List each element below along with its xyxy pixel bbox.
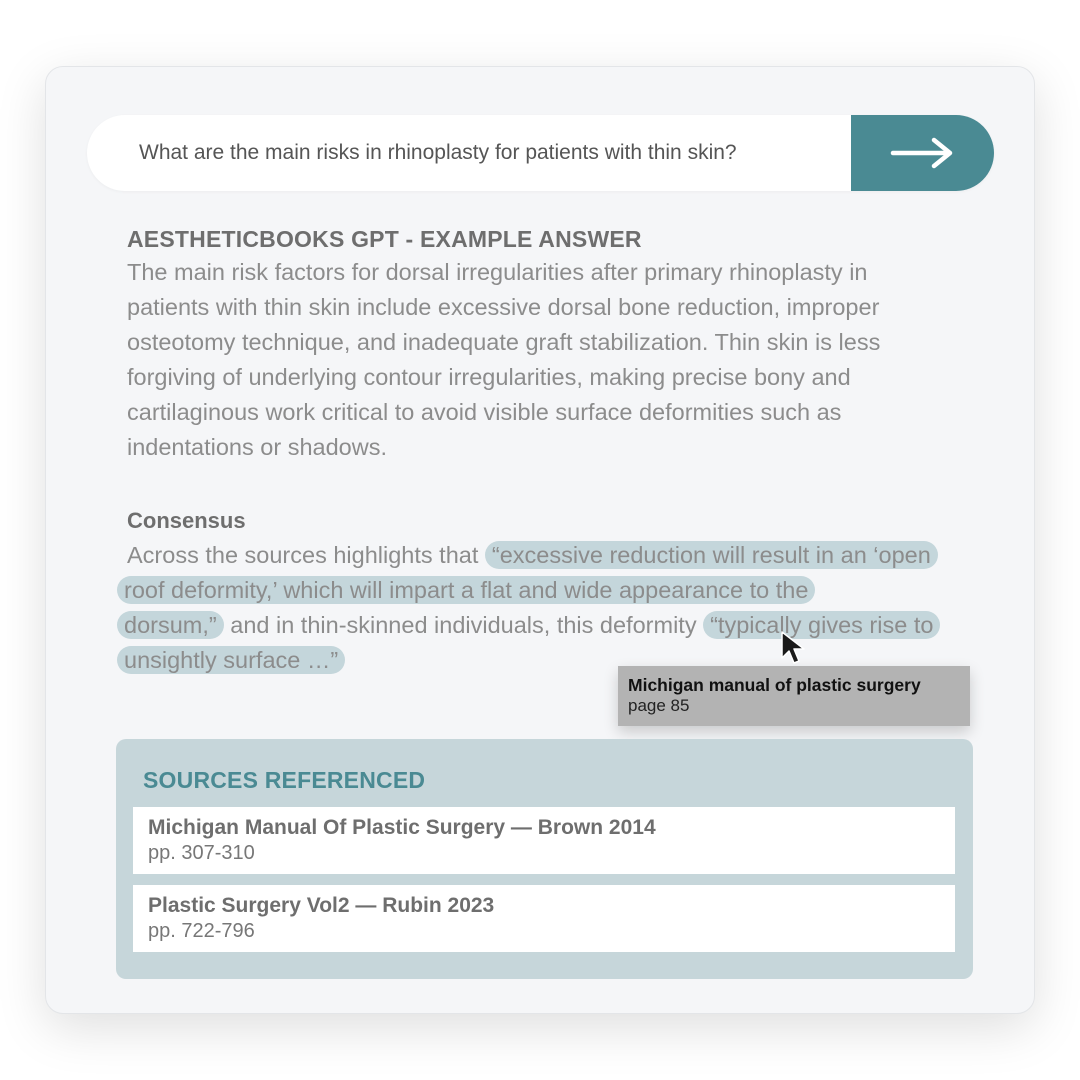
consensus-section bbox=[124, 504, 1007, 678]
chat-card bbox=[45, 66, 1035, 1014]
consensus-intro: Across the sources highlights that bbox=[127, 542, 485, 568]
citation-highlight-1-cont[interactable]: roof deformity,’ which will impart a flat and wide appearance to the bbox=[117, 576, 815, 604]
citation-highlight-2-end[interactable]: unsightly surface …” bbox=[117, 646, 345, 674]
answer-body bbox=[127, 255, 997, 465]
tooltip-title: Michigan manual of plastic surgery bbox=[628, 675, 921, 695]
answer-line: osteotomy technique, and inadequate graft stabilization. Thin skin is less bbox=[127, 329, 881, 355]
source-item[interactable] bbox=[133, 807, 955, 874]
answer-heading: AESTHETICBOOKS GPT - EXAMPLE ANSWER bbox=[127, 226, 642, 252]
answer-line: cartilaginous work critical to avoid visible surface deformities such as bbox=[127, 399, 842, 425]
sources-panel bbox=[116, 739, 973, 979]
tooltip-page: page 85 bbox=[628, 696, 690, 715]
source-title: Plastic Surgery Vol2 — Rubin 2023 bbox=[148, 894, 495, 917]
answer-line: patients with thin skin include excessive dorsal bone reduction, improper bbox=[127, 294, 880, 320]
answer-line: The main risk factors for dorsal irregularities after primary rhinoplasty in bbox=[127, 259, 868, 285]
source-item[interactable] bbox=[133, 885, 955, 952]
answer-section bbox=[127, 223, 997, 465]
answer-line: forgiving of underlying contour irregularities, making precise bony and bbox=[127, 364, 851, 390]
submit-button[interactable] bbox=[851, 115, 994, 191]
citation-tooltip bbox=[618, 666, 970, 726]
search-input[interactable] bbox=[139, 115, 839, 191]
citation-highlight-2[interactable]: “typically gives rise to bbox=[703, 611, 940, 639]
consensus-line bbox=[117, 608, 1007, 643]
source-title: Michigan Manual Of Plastic Surgery — Brown 2014 bbox=[148, 816, 656, 839]
citation-highlight-1-end[interactable]: dorsum,” bbox=[117, 611, 224, 639]
consensus-middle: and in thin-skinned individuals, this deformity bbox=[223, 612, 704, 638]
sources-heading: SOURCES REFERENCED bbox=[143, 767, 426, 793]
source-pages: pp. 307-310 bbox=[148, 842, 255, 864]
answer-line: indentations or shadows. bbox=[127, 434, 387, 460]
consensus-line bbox=[127, 538, 1007, 573]
citation-highlight-1[interactable]: “excessive reduction will result in an ‘open bbox=[485, 541, 938, 569]
mouse-pointer-icon bbox=[780, 630, 808, 666]
consensus-body bbox=[124, 538, 1007, 678]
source-pages: pp. 722-796 bbox=[148, 920, 255, 942]
arrow-right-icon bbox=[890, 137, 956, 169]
consensus-heading: Consensus bbox=[127, 508, 246, 533]
consensus-line bbox=[117, 573, 1007, 608]
